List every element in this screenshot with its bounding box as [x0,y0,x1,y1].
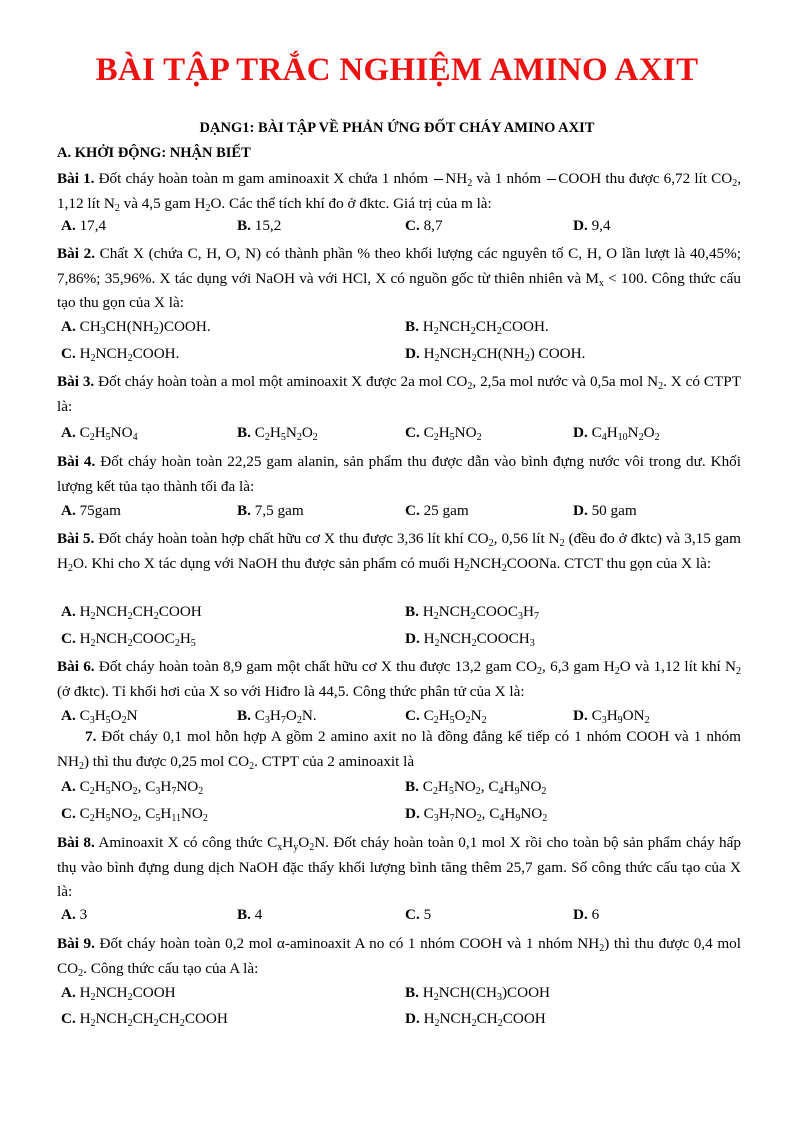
question-2: Bài 2. Chất X (chứa C, H, O, N) có thành phần % theo khối lượng các nguyên tố C, H, O lần lượt là 40,45%; 7,86%; 35,96%. X tác dụng với NaOH và với HCl, X có nguồn gốc từ thiên nhiên và $M_x < 100$. Công thức cấu tạo thu gọn của X là: [57,245,742,311]
answer-row [57,217,741,239]
option-b[interactable]: B. $H_2NCH_2COOC_3H_7$ [405,603,539,622]
option-a[interactable]: A. $H_2NCH_2CH_2COOH$ [61,603,202,622]
option-c[interactable]: C. 8,7 [405,217,443,234]
option-c[interactable]: C. $H_2NCH_2CH_2CH_2COOH$ [61,1010,228,1029]
option-c[interactable]: C. $H_2NCH_2COOC_2H_5$ [61,630,196,649]
option-c[interactable]: C. $C_2H_5NO_2$ [405,424,482,443]
answer-row [57,630,741,652]
answer-row [57,906,741,928]
answer-row [57,984,741,1006]
answer-row [57,603,741,625]
question-1: Bài 1. Đốt cháy hoàn toàn m gam aminoaxit X chứa 1 nhóm $NH_2$ và 1 nhóm COOH thu được 6,72 lít $CO_2$, 1,12 lít $N_2$ và 4,5 gam $H_2O$. Các thể tích khí đo ở đktc. Giá trị của m là: [57,170,742,214]
option-a[interactable]: A. 17,4 [61,217,107,234]
option-a[interactable]: A. $CH_3CH(NH_2)COOH$. [61,318,211,337]
option-c[interactable]: C. 5 [405,906,432,923]
question-3: Bài 3. Đốt cháy hoàn toàn a mol một aminoaxit X được 2a mol $CO_2$, 2,5a mol nước và 0,5a mol $N_2$. X có CTPT là: [57,373,741,415]
option-b[interactable]: B. 4 [237,906,263,923]
option-b[interactable]: B. $H_2NCH_2CH_2COOH$. [405,318,549,337]
answer-row [57,345,741,367]
question-label: Bài 1. [57,170,95,187]
option-c[interactable]: C. $C_2H_5O_2N_2$ [405,707,487,726]
answer-row [57,778,741,800]
option-b[interactable]: B. $C_2H_5N_2O_2$ [237,424,318,443]
option-b[interactable]: B. $C_3H_7O_2N$. [237,707,317,726]
answer-row [57,502,741,524]
option-a[interactable]: A. 3 [61,906,88,923]
option-c[interactable]: C. $C_2H_5NO_2$, $C_5H_{11}NO_2$ [61,805,208,824]
option-b[interactable]: B. $H_2NCH(CH_3)COOH$ [405,984,551,1003]
option-d[interactable]: D. $H_2NCH_2COOCH_3$ [405,630,535,649]
answer-row [57,805,741,827]
answer-row [57,318,741,340]
answer-row [57,424,741,446]
option-d[interactable]: D. $C_3H_9ON_2$ [573,707,650,726]
question-7: 7. Đốt cháy 0,1 mol hỗn hợp A gồm 2 amino axit no là đồng đẳng kế tiếp có 1 nhóm COOH và 1 nhóm $NH_2$) thì thu được 0,25 mol $CO_2$. CTPT của 2 aminoaxit là [57,728,741,772]
option-d[interactable]: D. 9,4 [573,217,611,234]
page-title: BÀI TẬP TRẮC NGHIỆM AMINO AXIT [95,52,699,88]
question-9: Bài 9. Đốt cháy hoàn toàn 0,2 mol α-aminoaxit A no có 1 nhóm COOH và 1 nhóm $NH_2$) thì thu được 0,4 mol $CO_2$. Công thức cấu tạo của A là: [57,935,741,979]
option-a[interactable]: A. $C_2H_5NO_2$, $C_3H_7NO_2$ [61,778,204,797]
subsection-heading: A. KHỞI ĐỘNG: NHẬN BIẾT [57,145,251,161]
option-a[interactable]: A. 75gam [61,502,121,519]
option-d[interactable]: D. $H_2NCH_2CH_2COOH$ [405,1010,546,1029]
section-heading: DẠNG1: BÀI TẬP VỀ PHẢN ỨNG ĐỐT CHÁY AMINO AXIT [199,120,595,136]
option-a[interactable]: A. $C_2H_5NO_4$ [61,424,138,443]
option-b[interactable]: B. $C_2H_5NO_2$, $C_4H_9NO_2$ [405,778,547,797]
option-d[interactable]: D. $C_4H_{10}N_2O_2$ [573,424,660,443]
question-5: Bài 5. Đốt cháy hoàn toàn hợp chất hữu cơ X thu được 3,36 lít khí $CO_2$, 0,56 lít $N_2$ (đều đo ở đktc) và 3,15 gam $H_2O$. Khi cho X tác dụng với NaOH thu được sản phẩm có muối $H_2NCH_2COONa$. CTCT thu gọn của X là: [57,530,741,574]
question-8: Bài 8. Aminoaxit X có công thức $C_xH_yO_2N$. Đốt cháy hoàn toàn 0,1 mol X rồi cho toàn bộ sản phẩm cháy hấp thụ vào bình đựng dung dịch NaOH đặc thấy khối lượng bình tăng thêm 25,7 gam. Số công thức cấu tạo của X là: [57,834,741,900]
option-a[interactable]: A. $H_2NCH_2COOH$ [61,984,176,1003]
option-c[interactable]: C. 25 gam [405,502,469,519]
option-b[interactable]: B. 7,5 gam [237,502,304,519]
option-a[interactable]: A. $C_3H_5O_2N$ [61,707,138,726]
option-d[interactable]: D. $H_2NCH_2CH(NH_2)$ COOH. [405,345,586,364]
option-d[interactable]: D. $C_3H_7NO_2$, $C_4H_9NO_2$ [405,805,548,824]
option-d[interactable]: D. 6 [573,906,600,923]
option-d[interactable]: D. 50 gam [573,502,637,519]
option-b[interactable]: B. 15,2 [237,217,282,234]
question-6: Bài 6. Đốt cháy hoàn toàn 8,9 gam một chất hữu cơ X thu được 13,2 gam $CO_2$, 6,3 gam $H_2O$ và 1,12 lít khí $N_2$ (ở đktc). Tỉ khối hơi của X so với Hiđro là 44,5. Công thức phân tử của X là: [57,658,741,700]
question-4: Bài 4. Đốt cháy hoàn toàn 22,25 gam alanin, sản phẩm thu được dẫn vào bình đựng nước vôi trong dư. Khối lượng kết tủa tạo thành tối đa là: [57,453,741,495]
option-c[interactable]: C. $H_2NCH_2COOH$. [61,345,180,364]
answer-row [57,1010,741,1032]
